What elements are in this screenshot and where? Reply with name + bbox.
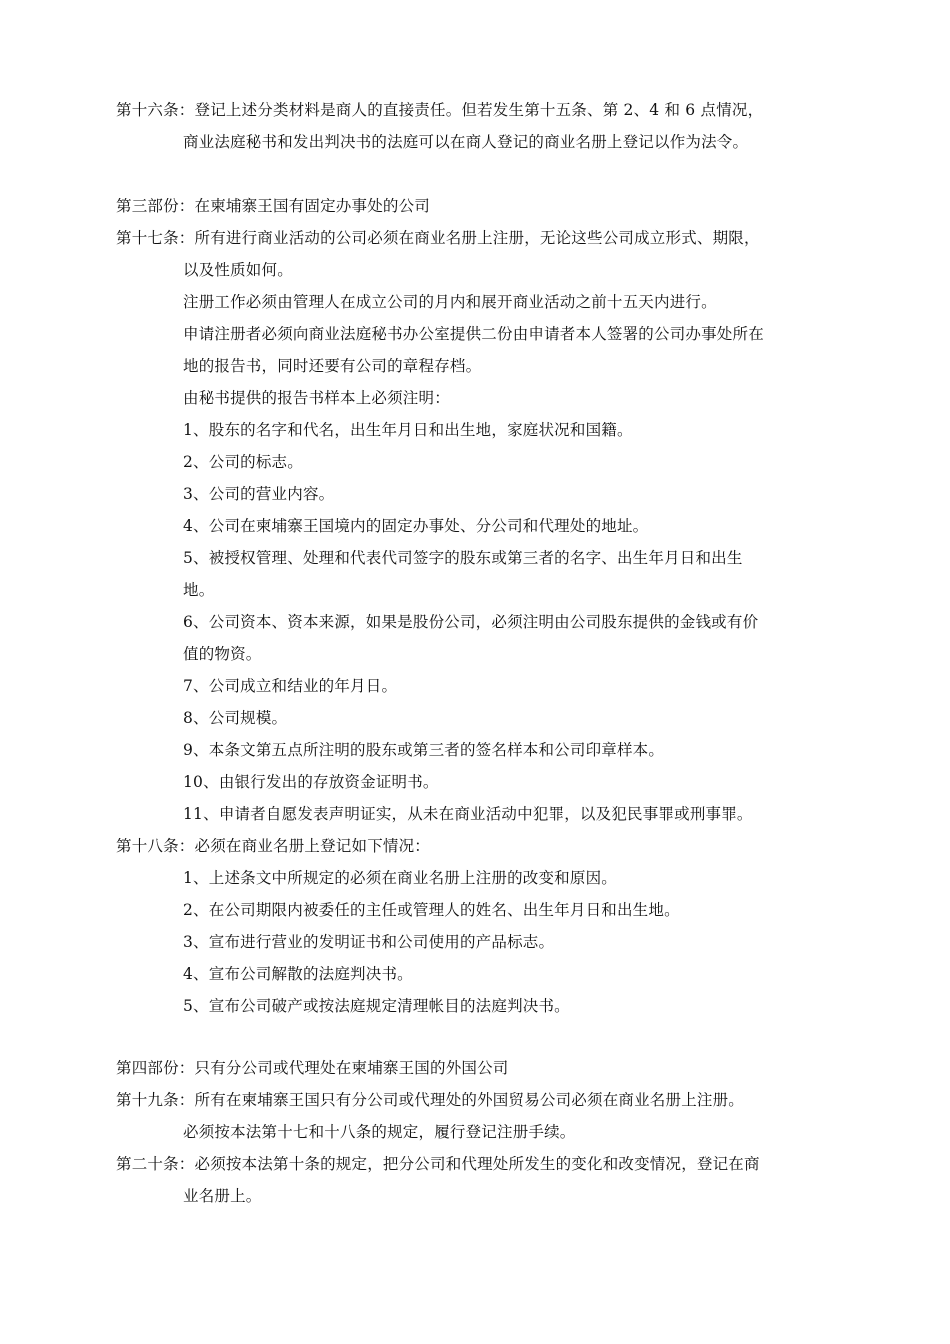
list-item: 1、股东的名字和代名，出生年月日和出生地，家庭状况和国籍。 <box>183 421 633 439</box>
article-17-paragraph-cont: 地的报告书，同时还要有公司的章程存档。 <box>183 357 482 375</box>
article-17-text: 第十七条：所有进行商业活动的公司必须在商业名册上注册，无论这些公司成立形式、期限， <box>116 229 760 247</box>
list-item: 7、公司成立和结业的年月日。 <box>183 677 398 695</box>
list-item: 11、申请者自愿发表声明证实，从未在商业活动中犯罪，以及犯民事罪或刑事罪。 <box>183 805 753 823</box>
list-item: 3、宣布进行营业的发明证书和公司使用的产品标志。 <box>183 933 555 951</box>
article-17-paragraph: 由秘书提供的报告书样本上必须注明： <box>183 389 450 407</box>
article-18-text: 第十八条：必须在商业名册上登记如下情况： <box>116 837 431 855</box>
article-19-text: 第十九条：所有在柬埔寨王国只有分公司或代理处的外国贸易公司必须在商业名册上注册。 <box>116 1091 745 1109</box>
article-17-text-cont: 以及性质如何。 <box>183 261 293 279</box>
list-item: 9、本条文第五点所注明的股东或第三者的签名样本和公司印章样本。 <box>183 741 665 759</box>
list-item: 2、在公司期限内被委任的主任或管理人的姓名、出生年月日和出生地。 <box>183 901 680 919</box>
article-16-text-cont: 商业法庭秘书和发出判决书的法庭可以在商人登记的商业名册上登记以作为法令。 <box>183 133 749 151</box>
article-19-text-cont: 必须按本法第十七和十八条的规定，履行登记注册手续。 <box>183 1123 576 1141</box>
list-item: 4、公司在柬埔寨王国境内的固定办事处、分公司和代理处的地址。 <box>183 517 649 535</box>
part-3-heading: 第三部份：在柬埔寨王国有固定办事处的公司 <box>116 197 431 215</box>
article-17-paragraph: 注册工作必须由管理人在成立公司的月内和展开商业活动之前十五天内进行。 <box>183 293 717 311</box>
list-item-cont: 地。 <box>183 581 215 599</box>
part-4-heading: 第四部份：只有分公司或代理处在柬埔寨王国的外国公司 <box>116 1059 509 1077</box>
list-item: 8、公司规模。 <box>183 709 288 727</box>
list-item: 1、上述条文中所规定的必须在商业名册上注册的改变和原因。 <box>183 869 617 887</box>
article-16-text: 第十六条：登记上述分类材料是商人的直接责任。但若发生第十五条、第 2、4 和 6 点情况， <box>116 101 764 119</box>
article-20-text: 第二十条：必须按本法第十条的规定，把分公司和代理处所发生的变化和改变情况，登记在商 <box>116 1155 760 1173</box>
list-item: 5、被授权管理、处理和代表代司签字的股东或第三者的名字、出生年月日和出生 <box>183 549 743 567</box>
list-item: 3、公司的营业内容。 <box>183 485 335 503</box>
list-item: 2、公司的标志。 <box>183 453 303 471</box>
list-item: 6、公司资本、资本来源，如果是股份公司，必须注明由公司股东提供的金钱或有价 <box>183 613 759 631</box>
list-item: 5、宣布公司破产或按法庭规定清理帐目的法庭判决书。 <box>183 997 570 1015</box>
article-20-text-cont: 业名册上。 <box>183 1187 262 1205</box>
article-17-paragraph: 申请注册者必须向商业法庭秘书办公室提供二份由申请者本人签署的公司办事处所在 <box>183 325 764 343</box>
list-item: 10、由银行发出的存放资金证明书。 <box>183 773 439 791</box>
list-item-cont: 值的物资。 <box>183 645 262 663</box>
list-item: 4、宣布公司解散的法庭判决书。 <box>183 965 413 983</box>
